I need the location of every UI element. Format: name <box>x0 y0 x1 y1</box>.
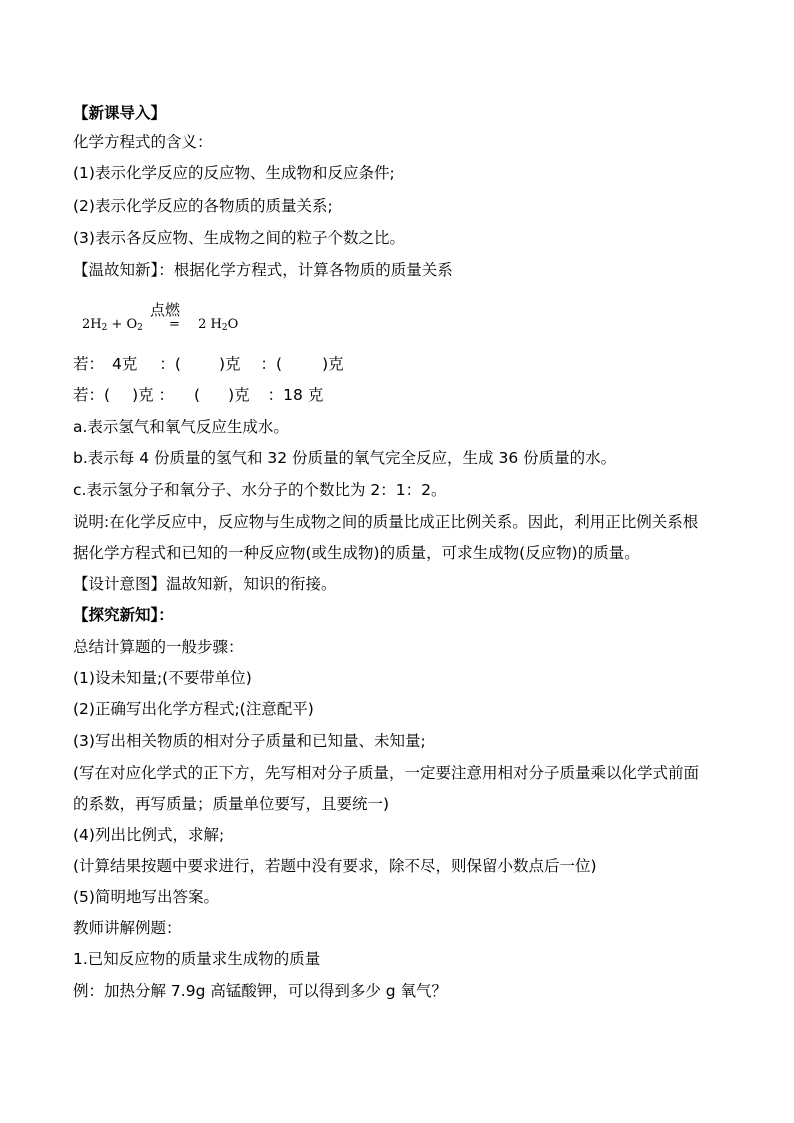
review-heading: 【温故知新】：根据化学方程式，计算各物质的质量关系 <box>73 261 453 279</box>
step-3-note-line-1: (写在对应化学式的正下方，先写相对分子质量，一定要注意用相对分子质量乘以化学式前面 <box>73 764 700 782</box>
step-1: (1)设未知量;(不要带单位) <box>73 669 252 687</box>
teacher-example-label: 教师讲解例题： <box>73 919 182 937</box>
chemical-equation <box>82 317 238 333</box>
step-4: (4)列出比例式，求解; <box>73 826 225 844</box>
example-title: 1.已知反应物的质量求生成物的质量 <box>73 950 321 968</box>
row1-c4: )克 <box>322 355 344 373</box>
intro-item-3: (3)表示各反应物、生成物之间的粒子个数之比。 <box>73 229 405 247</box>
eq-sub-o2: 2 <box>137 323 143 333</box>
meaning-c: c.表示氢分子和氧分子、水分子的个数比为 2：1：2。 <box>73 481 447 499</box>
step-4-note: (计算结果按题中要求进行，若题中没有要求，除不尽，则保留小数点后一位) <box>73 857 597 875</box>
eq-plus-oxygen: + O <box>111 317 138 332</box>
step-2: (2)正确写出化学方程式;(注意配平) <box>73 700 314 718</box>
row1-prefix: 若： <box>73 355 105 373</box>
row2-prefix: 若：( <box>73 386 111 404</box>
mass-row-2 <box>73 384 323 406</box>
note-line-2: 据化学方程式和已知的一种反应物(或生成物)的质量，可求生成物(反应物)的质量。 <box>73 544 640 562</box>
meaning-b: b.表示每 4 份质量的氢气和 32 份质量的氧气完全反应，生成 36 份质量的水。 <box>73 449 617 467</box>
eq-equals: = <box>169 317 180 332</box>
eq-water-o: O <box>227 317 239 332</box>
meaning-a: a.表示氢气和氧气反应生成水。 <box>73 418 289 436</box>
eq-water: 2 H <box>198 317 222 332</box>
intro-item-2: (2)表示化学反应的各物质的质量关系; <box>73 197 333 215</box>
row1-c1: ：( <box>159 355 181 373</box>
design-intent: 【设计意图】温故知新，知识的衔接。 <box>73 575 337 593</box>
row1-value: 4克 <box>112 355 138 373</box>
step-5: (5)简明地写出答案。 <box>73 888 219 906</box>
eq-sub-h2: 2 <box>101 323 108 333</box>
intro-item-1: (1)表示化学反应的反应物、生成物和反应条件; <box>73 164 395 182</box>
example-problem: 例：加热分解 7.9g 高锰酸钾，可以得到多少 g 氧气？ <box>73 982 448 1000</box>
step-3-note-line-2: 的系数，再写质量；质量单位要写，且要统一) <box>73 795 390 813</box>
steps-summary: 总结计算题的一般步骤： <box>73 638 244 656</box>
note-line-1: 说明:在化学反应中，反应物与生成物之间的质量比成正比例关系。因此，利用正比例关系根 <box>73 513 699 531</box>
eq-hydrogen: 2H <box>82 317 102 332</box>
mass-row-1 <box>73 353 344 375</box>
eq-sub-h2o: 2 <box>221 323 228 333</box>
step-3: (3)写出相关物质的相对分子质量和已知量、未知量; <box>73 732 426 750</box>
row1-c2: )克 <box>218 355 241 373</box>
reaction-condition: 点燃 <box>150 301 181 319</box>
row2-c4: ：18 克 <box>267 386 324 404</box>
row2-c1: )克 ： <box>132 386 175 404</box>
intro-heading: 【新课导入】 <box>73 104 167 122</box>
row2-c3: )克 <box>228 386 250 404</box>
row1-c3: ：( <box>260 355 283 373</box>
intro-title: 化学方程式的含义： <box>73 133 213 151</box>
explore-heading: 【探究新知】： <box>73 606 174 624</box>
row2-c2: ( <box>194 386 201 404</box>
